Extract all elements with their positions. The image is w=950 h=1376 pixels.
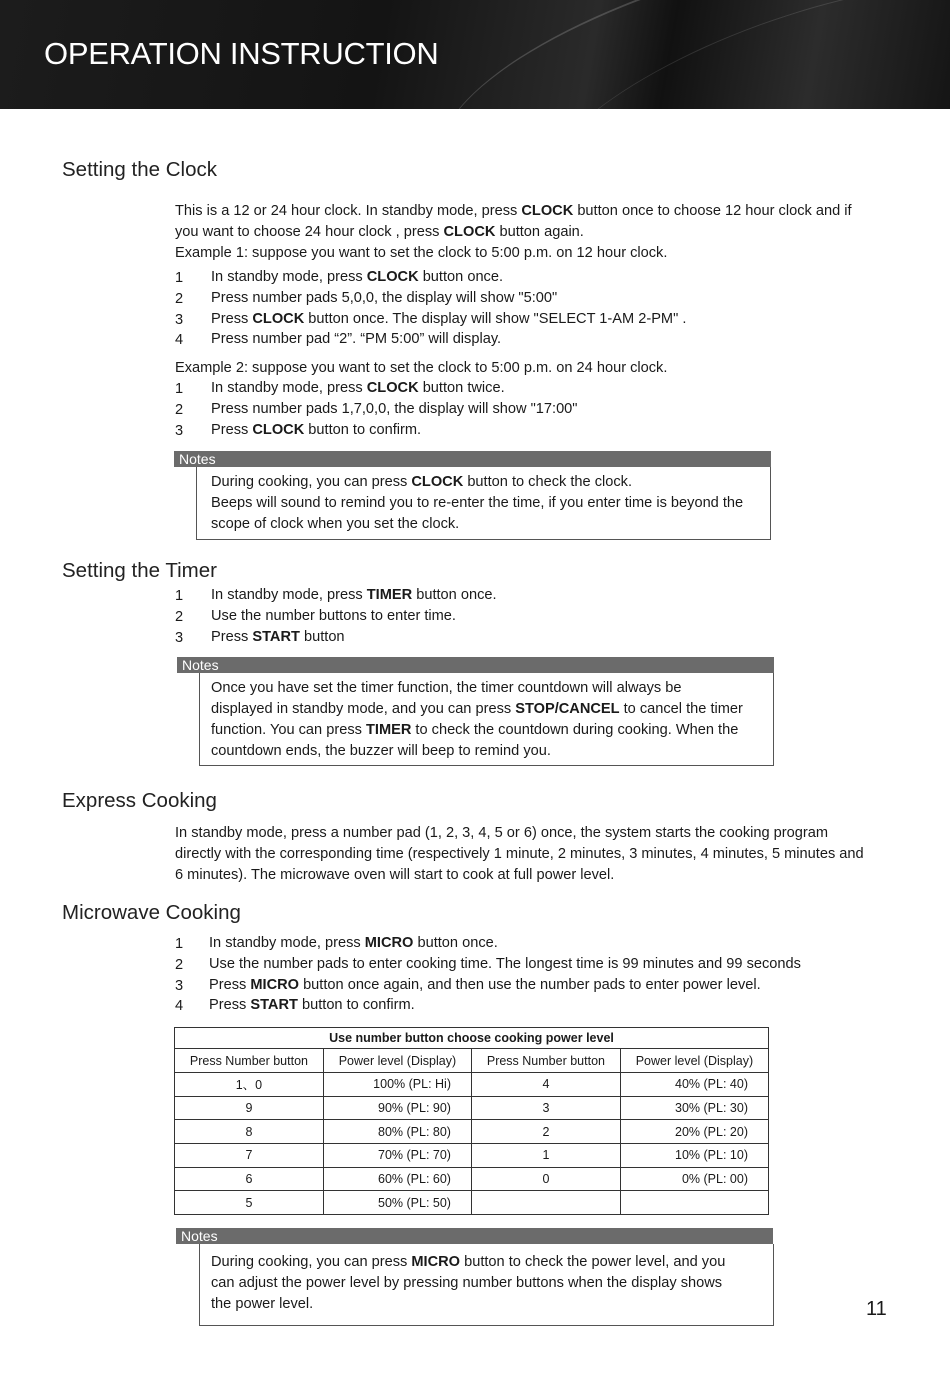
number-button-cell: 1、0 [175,1073,324,1097]
button-name: START [250,997,298,1014]
number-button-cell: 6 [175,1167,324,1191]
power-level-cell: 50% (PL: 50) [323,1191,471,1215]
step-text: In standby mode, press CLOCK button twice. [211,380,505,396]
notes-text-micro: During cooking, you can press MICRO button to check the power level, and you can adjust the power level by pressing number buttons when the display shows the power level. [211,1254,726,1312]
table-row [175,1167,769,1191]
section-title-clock: Setting the Clock [62,158,217,181]
list-item [175,329,865,350]
button-name: CLOCK [521,203,574,219]
button-name: CLOCK [366,380,419,396]
notes-label-timer: Notes [177,657,774,673]
timer-steps [175,585,865,647]
list-item [175,975,865,996]
list-item [175,585,865,606]
step-text: Press CLOCK button to confirm. [211,421,422,438]
step-number: 2 [175,608,184,625]
table-caption: Use number button choose cooking power level [175,1028,769,1049]
step-number: 3 [175,422,184,439]
list-item [175,420,865,441]
list-item [175,288,865,309]
button-name: MICRO [364,935,414,951]
step-number: 3 [175,311,184,328]
number-button-cell: 0 [471,1167,620,1191]
number-button-cell: 1 [471,1144,620,1168]
number-button-cell: 8 [175,1120,324,1144]
list-item [175,995,865,1016]
express-body: In standby mode, press a number pad (1, 2, 3, 4, 5 or 6) once, the system starts the cooking program directly with the corresponding time (respectively 1 minute, 2 minutes, 3 minutes, 4 minutes, 5 minutes and 6 minutes). The microwave oven will start to cook at full power level. [175,825,864,883]
step-number: 1 [175,588,184,604]
clock-example-1: Example 1: suppose you want to set the clock to 5:00 p.m. on 12 hour clock. [175,245,668,261]
button-name: CLOCK [252,421,305,438]
step-number: 1 [175,381,184,397]
table-column-header: Power level (Display) [620,1049,768,1073]
number-button-cell: 9 [175,1096,324,1120]
step-text: Press START button [211,628,345,645]
table-row [175,1096,769,1120]
step-number: 2 [175,290,184,307]
table-row [175,1191,769,1215]
notes-text-clock: During cooking, you can press CLOCK button to check the clock. Beeps will sound to remind you to re-enter the time, if you enter time is beyond the scope of clock when you set the clock. [211,474,744,532]
number-button-cell: 4 [471,1073,620,1097]
list-item [175,954,865,975]
list-item [175,378,865,399]
notes-text-timer: Once you have set the timer function, the timer countdown will always be displayed in standby mode, and you can press STOP/CANCEL to cancel the timer function. You can press TIMER to check the countdown during cooking. When the countdown ends, the buzzer will beep to remind you. [211,680,743,759]
step-text: Press MICRO button once again, and then use the number pads to enter power level. [209,976,761,993]
button-name: MICRO [411,1254,461,1270]
section-title-micro: Microwave Cooking [62,901,241,924]
step-text: Press number pad “2”. “PM 5:00” will display. [211,331,502,348]
step-text: Press START button to confirm. [209,997,415,1014]
table-column-header: Press Number button [175,1049,324,1073]
notes-label-clock: Notes [174,451,771,467]
page-number: 11 [866,1298,887,1320]
power-level-cell: 60% (PL: 60) [323,1167,471,1191]
step-text: In standby mode, press TIMER button once. [211,587,497,603]
number-button-cell: 2 [471,1120,620,1144]
step-number: 3 [175,977,184,994]
step-number: 2 [175,401,184,418]
number-button-cell: 3 [471,1096,620,1120]
button-name: TIMER [366,587,413,603]
step-text: In standby mode, press CLOCK button once. [211,269,504,285]
list-item [175,399,865,420]
step-text: Use the number buttons to enter time. [211,607,456,624]
step-number: 2 [175,956,184,973]
table-column-header: Press Number button [471,1049,620,1073]
power-level-cell [620,1191,768,1215]
button-name: STOP/CANCEL [515,701,620,717]
number-button-cell [471,1191,620,1215]
step-number: 4 [175,998,184,1015]
power-level-cell: 80% (PL: 80) [323,1120,471,1144]
power-level-cell: 10% (PL: 10) [620,1144,768,1168]
table-row [175,1120,769,1144]
step-text: In standby mode, press MICRO button once. [209,935,498,951]
step-number: 1 [175,270,184,286]
list-item [175,933,865,954]
page-title: OPERATION INSTRUCTION [44,36,439,71]
section-title-express: Express Cooking [62,789,217,812]
power-level-cell: 30% (PL: 30) [620,1096,768,1120]
button-name: TIMER [365,722,412,738]
button-name: CLOCK [252,310,305,327]
power-level-cell: 20% (PL: 20) [620,1120,768,1144]
page-header [0,0,950,109]
power-level-cell: 90% (PL: 90) [323,1096,471,1120]
power-level-cell: 0% (PL: 00) [620,1167,768,1191]
table-column-header: Power level (Display) [323,1049,471,1073]
number-button-cell: 7 [175,1144,324,1168]
button-name: CLOCK [411,474,464,490]
section-title-timer: Setting the Timer [62,559,217,582]
list-item [175,309,865,330]
step-number: 4 [175,332,184,349]
notes-label-micro: Notes [176,1228,773,1244]
table-header-row [175,1049,769,1073]
table-row [175,1144,769,1168]
list-item [175,267,865,288]
button-name: START [252,628,300,645]
button-name: CLOCK [443,224,496,240]
table-row [175,1073,769,1097]
power-level-cell: 70% (PL: 70) [323,1144,471,1168]
step-text: Press CLOCK button once. The display will show "SELECT 1-AM 2-PM" . [211,310,687,327]
clock-intro: This is a 12 or 24 hour clock. In standby mode, press CLOCK button once to choose 12 hour clock and if you want to choose 24 hour clock , press CLOCK button again. [175,203,852,240]
number-button-cell: 5 [175,1191,324,1215]
button-name: MICRO [250,976,300,993]
clock-example-2: Example 2: suppose you want to set the clock to 5:00 p.m. on 24 hour clock. [175,360,668,376]
step-text: Use the number pads to enter cooking time. The longest time is 99 minutes and 99 seconds [209,955,801,972]
list-item [175,606,865,627]
micro-steps [175,933,865,1016]
clock-steps-2 [175,378,865,440]
button-name: CLOCK [366,269,419,285]
power-level-table [174,1027,769,1215]
step-number: 1 [175,936,184,952]
list-item [175,627,865,648]
step-text: Press number pads 5,0,0, the display will show "5:00" [211,289,558,306]
power-level-cell: 40% (PL: 40) [620,1073,768,1097]
clock-steps-1 [175,267,865,350]
step-text: Press number pads 1,7,0,0, the display will show "17:00" [211,400,578,417]
power-level-cell: 100% (PL: Hi) [323,1073,471,1097]
step-number: 3 [175,629,184,646]
